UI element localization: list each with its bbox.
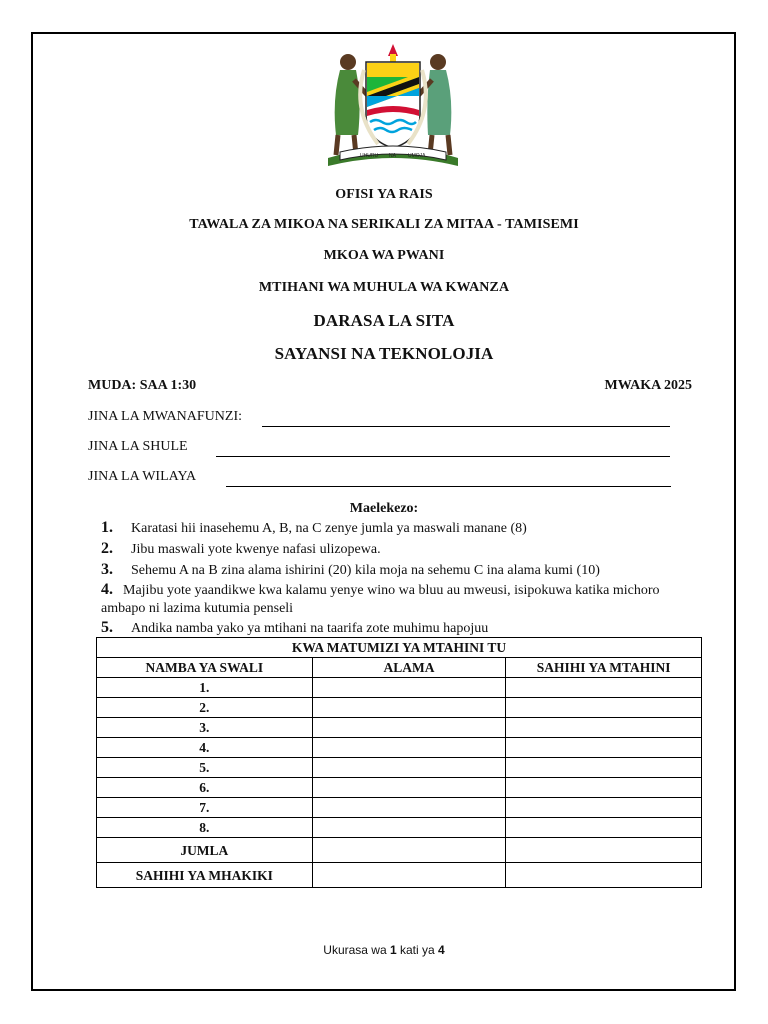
question-number: 8. bbox=[97, 818, 313, 838]
page-footer bbox=[0, 943, 768, 957]
question-number: 3. bbox=[97, 718, 313, 738]
instructions-title: Maelekezo: bbox=[349, 501, 419, 516]
header-office: OFISI YA RAIS bbox=[335, 187, 433, 202]
marks-cell[interactable] bbox=[312, 778, 506, 798]
left-figure bbox=[335, 54, 370, 155]
exam-duration: MUDA: SAA 1:30 bbox=[88, 378, 197, 393]
motto-right: UMOJA bbox=[408, 153, 426, 159]
exam-year: MWAKA 2025 bbox=[604, 378, 692, 393]
verifier-marks-cell[interactable] bbox=[312, 863, 506, 888]
verifier-label: SAHIHI YA MHAKIKI bbox=[97, 863, 313, 888]
motto-left: UHURU bbox=[360, 153, 379, 159]
table-row bbox=[97, 678, 702, 698]
right-figure bbox=[416, 54, 451, 155]
table-row bbox=[97, 758, 702, 778]
footer-page-total: 4 bbox=[438, 943, 445, 957]
table-row bbox=[97, 698, 702, 718]
footer-page-number: 1 bbox=[389, 943, 397, 957]
total-signature-cell[interactable] bbox=[506, 838, 702, 863]
district-name-line[interactable] bbox=[226, 486, 671, 487]
instruction-item bbox=[101, 540, 681, 559]
signature-cell[interactable] bbox=[506, 718, 702, 738]
instruction-number: 3. bbox=[101, 561, 113, 578]
signature-cell[interactable] bbox=[506, 798, 702, 818]
student-name-label: JINA LA MWANAFUNZI: bbox=[88, 409, 242, 424]
signature-cell[interactable] bbox=[506, 678, 702, 698]
marks-cell[interactable] bbox=[312, 798, 506, 818]
marks-cell[interactable] bbox=[312, 818, 506, 838]
instruction-number: 2. bbox=[101, 540, 113, 557]
instruction-number: 1. bbox=[101, 519, 113, 536]
marks-cell[interactable] bbox=[312, 698, 506, 718]
question-number: 4. bbox=[97, 738, 313, 758]
instruction-text: Andika namba yako ya mtihani na taarifa zote muhimu hapojuu bbox=[131, 621, 489, 636]
total-label: JUMLA bbox=[97, 838, 313, 863]
instruction-text: Sehemu A na B zina alama ishirini (20) kila moja na sehemu C ina alama kumi (10) bbox=[131, 563, 600, 578]
instruction-number: 4. bbox=[101, 581, 113, 598]
table-caption: KWA MATUMIZI YA MTAHINI TU bbox=[97, 638, 702, 658]
total-row bbox=[97, 838, 702, 863]
marks-cell[interactable] bbox=[312, 738, 506, 758]
question-number: 5. bbox=[97, 758, 313, 778]
footer-mid: kati ya bbox=[396, 943, 439, 957]
instruction-item bbox=[101, 581, 671, 618]
column-question-number: NAMBA YA SWALI bbox=[97, 658, 313, 678]
instruction-item bbox=[101, 619, 681, 638]
motto-mid: NA bbox=[389, 153, 396, 159]
header-grade: DARASA LA SITA bbox=[313, 311, 455, 330]
student-name-line[interactable] bbox=[262, 426, 670, 427]
table-row bbox=[97, 738, 702, 758]
verifier-signature-cell[interactable] bbox=[506, 863, 702, 888]
header-exam: MTIHANI WA MUHULA WA KWANZA bbox=[258, 280, 510, 295]
column-examiner-signature: SAHIHI YA MTAHINI bbox=[506, 658, 702, 678]
instruction-item bbox=[101, 519, 681, 538]
total-marks-cell[interactable] bbox=[312, 838, 506, 863]
marks-cell[interactable] bbox=[312, 718, 506, 738]
header-subject: SAYANSI NA TEKNOLOJIA bbox=[274, 344, 494, 363]
school-name-label: JINA LA SHULE bbox=[88, 439, 188, 454]
marks-cell[interactable] bbox=[312, 678, 506, 698]
column-marks: ALAMA bbox=[312, 658, 506, 678]
signature-cell[interactable] bbox=[506, 738, 702, 758]
question-number: 7. bbox=[97, 798, 313, 818]
header-ministry: TAWALA ZA MIKOA NA SERIKALI ZA MITAA - TAMISEMI bbox=[189, 217, 579, 232]
verifier-row bbox=[97, 863, 702, 888]
school-name-line[interactable] bbox=[216, 456, 670, 457]
coat-of-arms-emblem bbox=[318, 40, 468, 172]
question-number: 2. bbox=[97, 698, 313, 718]
district-name-label: JINA LA WILAYA bbox=[88, 469, 197, 484]
instruction-text: Majibu yote yaandikwe kwa kalamu yenye wino wa bluu au mweusi, isipokuwa katika michoro ambapo ni lazima kutumia penseli bbox=[101, 583, 660, 616]
table-row bbox=[97, 778, 702, 798]
marks-cell[interactable] bbox=[312, 758, 506, 778]
table-row bbox=[97, 718, 702, 738]
signature-cell[interactable] bbox=[506, 698, 702, 718]
header-region: MKOA WA PWANI bbox=[323, 248, 445, 263]
instruction-text: Karatasi hii inasehemu A, B, na C zenye jumla ya maswali manane (8) bbox=[131, 521, 527, 536]
instruction-item bbox=[101, 561, 681, 580]
instruction-number: 5. bbox=[101, 619, 113, 636]
examiner-marks-table bbox=[96, 637, 702, 888]
signature-cell[interactable] bbox=[506, 758, 702, 778]
question-number: 6. bbox=[97, 778, 313, 798]
footer-prefix: Ukurasa wa bbox=[323, 943, 390, 957]
question-number: 1. bbox=[97, 678, 313, 698]
table-row bbox=[97, 798, 702, 818]
signature-cell[interactable] bbox=[506, 778, 702, 798]
signature-cell[interactable] bbox=[506, 818, 702, 838]
table-row bbox=[97, 818, 702, 838]
instruction-text: Jibu maswali yote kwenye nafasi ulizopewa. bbox=[131, 542, 381, 557]
